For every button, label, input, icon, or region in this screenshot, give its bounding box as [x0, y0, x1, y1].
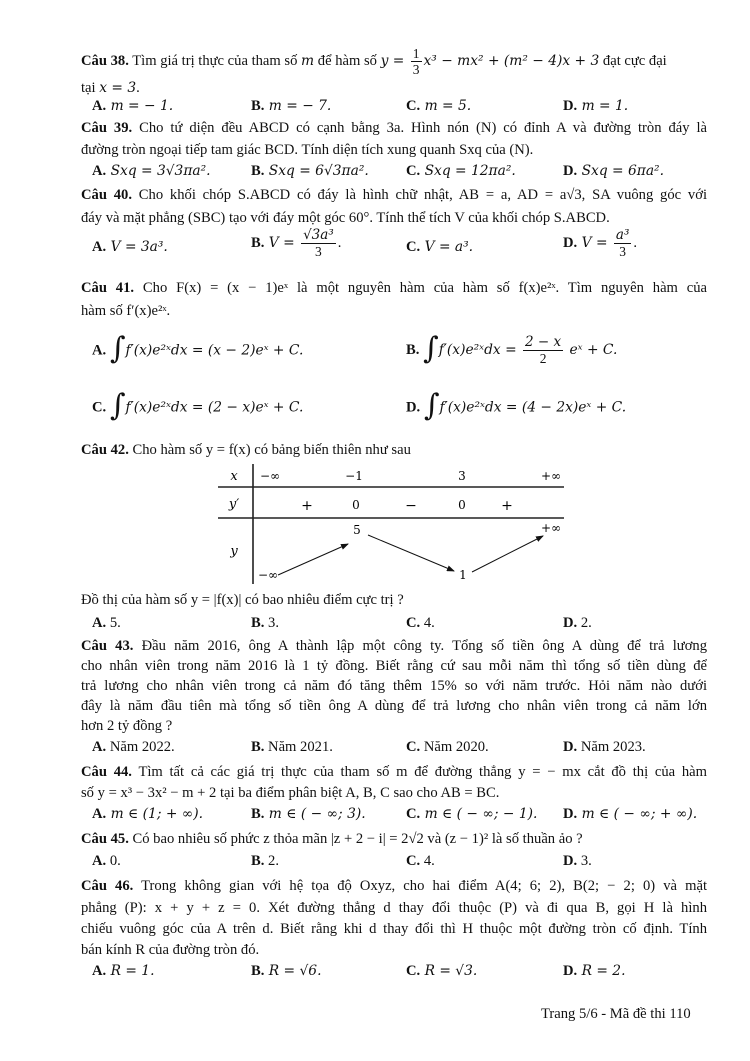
question-41-label: Câu 41. — [81, 280, 135, 296]
question-39-stem: Câu 39. Cho tứ diện đều ABCD có cạnh bằng 3a. Hình nón (N) có đỉnh A và đường tròn đáy là — [81, 120, 708, 136]
increasing-arrow — [472, 536, 543, 572]
question-43-label: Câu 43. — [81, 638, 134, 654]
question-46-stem-line4: bán kính R của đường tròn đó. — [81, 942, 260, 958]
option-c[interactable]: C. 4. — [406, 853, 435, 869]
derivative-sign: + — [301, 498, 313, 514]
y-value-end: +∞ — [540, 521, 562, 535]
derivative-sign: 0 — [458, 498, 466, 512]
derivative-sign: + — [501, 498, 513, 514]
option-d[interactable]: D. m = 1. — [563, 98, 629, 114]
integral-icon: ∫ — [423, 330, 439, 366]
option-a[interactable]: A. 0. — [92, 853, 121, 869]
option-c[interactable]: C. 4. — [406, 615, 435, 631]
fraction: $\frac{\text{a³}}{3}$ — [615, 227, 630, 259]
question-38-label: Câu 38. — [81, 52, 129, 69]
question-40-label: Câu 40. — [81, 187, 132, 203]
x-value: −1 — [345, 469, 363, 483]
decreasing-arrow — [368, 535, 454, 571]
derivative-sign: 0 — [352, 498, 360, 512]
question-41-options-row1 — [92, 330, 712, 366]
increasing-arrow — [278, 544, 348, 575]
y-value-local-min: 1 — [459, 568, 467, 582]
question-44-stem-line2: số y = x³ − 3x² − m + 2 tại ba điểm phân biệt A, B, C sao cho AB = BC. — [81, 785, 500, 801]
question-46-stem-line3: chiếu vuông góc của A trên d. Biết rằng khi d thay đổi thì H thuộc một đường tròn cố định. Tính — [81, 921, 707, 937]
option-c[interactable]: C. Sxq = 12πa². — [406, 163, 516, 179]
question-43-stem-line4: đây là năm đầu tiên mà tổng số tiền ông A dùng để trả lương cho nhân viên trong cả năm lớn — [81, 698, 707, 714]
row-label-yprime: y′ — [228, 497, 240, 512]
x-value: +∞ — [540, 469, 562, 483]
option-c[interactable]: C. V = a³. — [406, 239, 474, 255]
question-46-stem: Câu 46. Trong không gian với hệ tọa độ Oxyz, cho hai điểm A(4; 6; 2), B(2; − 2; 0) và mặt — [81, 878, 708, 894]
question-46-label: Câu 46. — [81, 878, 134, 894]
question-45-options — [92, 852, 712, 872]
question-38-stem: Câu 38. Tìm giá trị thực của tham số m để hàm số y = $\frac{1}{3}$ x³ − mx² + (m² − 4)x + 3 đạt cực đại — [81, 46, 667, 77]
integral-icon: ∫ — [109, 331, 126, 366]
fraction: $\frac{2 - x}{2}$ — [525, 334, 562, 366]
option-d[interactable]: D. ∫f′(x)e²ˣdx = (4 − 2x)eˣ + C. — [406, 388, 627, 423]
option-d[interactable]: D. Năm 2023. — [563, 739, 646, 755]
page-footer: Trang 5/6 - Mã đề thi 110 — [541, 1006, 691, 1022]
option-c[interactable]: C. Năm 2020. — [406, 739, 489, 755]
option-a[interactable]: A. Sxq = 3√3πa². — [92, 163, 211, 179]
option-b[interactable]: B. Năm 2021. — [251, 739, 333, 755]
fraction: $\frac{1}{3}$ — [412, 46, 420, 77]
option-a[interactable]: A. m = − 1. — [92, 98, 174, 114]
option-d[interactable]: D. R = 2. — [563, 963, 626, 979]
option-b[interactable]: B. m ∈ ( − ∞; 3). — [251, 806, 366, 822]
question-42-question: Đồ thị của hàm số y = |f(x)| có bao nhiêu điểm cực trị ? — [81, 592, 404, 608]
question-41-stem: Câu 41. Cho F(x) = (x − 1)eˣ là một nguyên hàm của hàm số f(x)e²ˣ. Tìm nguyên hàm của — [81, 280, 708, 296]
option-b[interactable]: B. Sxq = 6√3πa². — [251, 163, 369, 179]
option-a[interactable]: A. ∫f′(x)e²ˣdx = (x − 2)eˣ + C. — [92, 331, 304, 366]
question-42-options — [92, 614, 712, 634]
option-c[interactable]: C. m ∈ ( − ∞; − 1). — [406, 806, 538, 822]
question-42-stem: Câu 42. Cho hàm số y = f(x) có bảng biến thiên như sau — [81, 442, 411, 458]
option-a[interactable]: A. R = 1. — [92, 963, 155, 979]
question-43-stem-line3: trả lương cho nhân viên trong cả năm đó tăng thêm 15% so với năm trước. Hỏi năm nào dưới — [81, 678, 707, 694]
question-39-label: Câu 39. — [81, 120, 133, 136]
question-43-stem-line2: cho nhân viên trong năm 2016 là 1 tỷ đồng. Biết rằng cứ sau mỗi năm thì tổng số tiền dùng để — [81, 658, 707, 674]
integral-icon: ∫ — [109, 388, 126, 423]
question-45-label: Câu 45. — [81, 831, 129, 847]
question-46-options — [92, 962, 712, 982]
question-40-options — [92, 227, 712, 259]
question-38-options — [92, 97, 712, 117]
option-c[interactable]: C. m = 5. — [406, 98, 472, 114]
question-38-stem-line2: tại x = 3. — [81, 80, 140, 96]
fraction: $\frac{\text{√3a³}}{3}$ — [303, 227, 334, 259]
question-41-stem-line2: hàm số f′(x)e²ˣ. — [81, 303, 171, 319]
option-b[interactable]: B. 2. — [251, 853, 279, 869]
question-44-label: Câu 44. — [81, 764, 132, 780]
option-b[interactable]: B. ∫f′(x)e²ˣdx = $\frac{2 - x}{2}$ eˣ + C. — [406, 330, 618, 366]
row-label-y: y — [230, 544, 238, 559]
option-d[interactable]: D. Sxq = 6πa². — [563, 163, 664, 179]
option-b[interactable]: B. 3. — [251, 615, 279, 631]
option-c[interactable]: C. ∫f′(x)e²ˣdx = (2 − x)eˣ + C. — [92, 388, 304, 423]
question-43-stem: Câu 43. Đầu năm 2016, ông A thành lập một công ty. Tổng số tiền ông A dùng để trả lương — [81, 638, 707, 654]
option-d[interactable]: D. 3. — [563, 853, 592, 869]
option-a[interactable]: A. m ∈ (1; + ∞). — [92, 806, 204, 822]
option-d[interactable]: D. 2. — [563, 615, 592, 631]
question-45-stem: Câu 45. Có bao nhiêu số phức z thỏa mãn |z + 2 − i| = 2√2 và (z − 1)² là số thuần ảo ? — [81, 831, 583, 847]
question-44-stem: Câu 44. Tìm tất cả các giá trị thực của tham số m để đường thẳng y = − mx cắt đồ thị của hàm — [81, 764, 708, 780]
row-label-x: x — [230, 469, 238, 484]
option-a[interactable]: A. V = 3a³. — [92, 239, 168, 255]
question-39-stem-line2: đường tròn ngoại tiếp tam giác BCD. Tính diện tích xung quanh Sxq của (N). — [81, 142, 534, 158]
variation-table — [210, 462, 580, 587]
question-44-options — [92, 805, 712, 825]
x-value: 3 — [458, 469, 466, 483]
question-46-stem-line2: phẳng (P): x + y + z = 0. Xét đường thẳng d thay đổi thuộc (P) và đi qua B, gọi H là hình — [81, 900, 707, 916]
question-43-stem-line5: hơn 2 tỷ đồng ? — [81, 718, 173, 734]
option-d[interactable]: D. V = $\frac{\text{a³}}{3}$ . — [563, 227, 638, 259]
option-b[interactable]: B. R = √6. — [251, 963, 322, 979]
option-c[interactable]: C. R = √3. — [406, 963, 478, 979]
question-40-stem: Câu 40. Cho khối chóp S.ABCD có đáy là hình chữ nhật, AB = a, AD = a√3, SA vuông góc với — [81, 187, 708, 203]
x-value: −∞ — [259, 469, 281, 483]
question-43-options — [92, 738, 712, 758]
question-42-label: Câu 42. — [81, 442, 129, 458]
option-b[interactable]: B. V = $\frac{\text{√3a³}}{3}$ . — [251, 227, 342, 259]
integral-icon: ∫ — [423, 388, 440, 423]
option-b[interactable]: B. m = − 7. — [251, 98, 332, 114]
question-40-stem-line2: đáy và mặt phẳng (SBC) tạo với đáy một góc 60°. Tính thể tích V của khối chóp S.ABCD. — [81, 210, 610, 226]
option-d[interactable]: D. m ∈ ( − ∞; + ∞). — [563, 806, 698, 822]
y-value-local-max: 5 — [353, 523, 361, 537]
derivative-sign: − — [405, 498, 417, 514]
option-a[interactable]: A. Năm 2022. — [92, 739, 175, 755]
y-value-start: −∞ — [257, 568, 279, 582]
question-41-options-row2 — [92, 388, 712, 423]
option-a[interactable]: A. 5. — [92, 615, 121, 631]
question-39-options — [92, 162, 712, 182]
